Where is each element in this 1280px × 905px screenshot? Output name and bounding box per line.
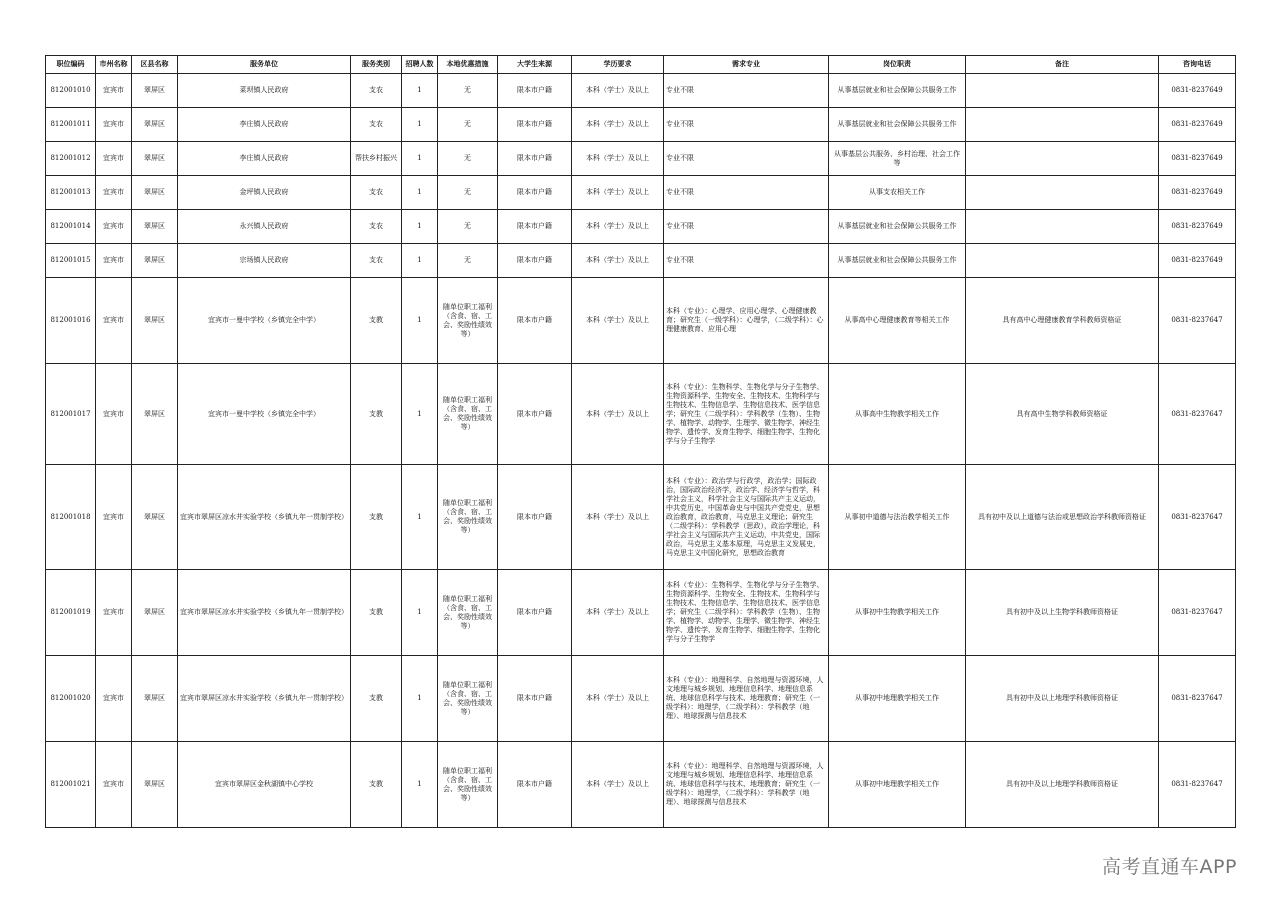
col-header-headcount: 招聘人数: [402, 56, 438, 74]
table-row: [46, 142, 1236, 176]
cell-student-source: 限本市户籍: [498, 210, 572, 244]
cell-duties: 从事基层就业和社会保障公共服务工作: [829, 210, 966, 244]
cell-service-type: 支教: [351, 465, 402, 570]
col-header-education: 学历要求: [572, 56, 664, 74]
cell-county: 翠屏区: [132, 278, 178, 364]
cell-education: 本科（学士）及以上: [572, 176, 664, 210]
cell-education: 本科（学士）及以上: [572, 210, 664, 244]
cell-phone: 0831-8237649: [1159, 244, 1236, 278]
cell-phone: 0831-8237647: [1159, 465, 1236, 570]
cell-county: 翠屏区: [132, 74, 178, 108]
cell-education: 本科（学士）及以上: [572, 142, 664, 176]
cell-duties: 从事高中生物教学相关工作: [829, 364, 966, 465]
table-row: [46, 570, 1236, 656]
cell-headcount: 1: [402, 742, 438, 828]
cell-education: 本科（学士）及以上: [572, 656, 664, 742]
cell-phone: 0831-8237649: [1159, 210, 1236, 244]
table-row: [46, 244, 1236, 278]
cell-local-benefits: 无: [438, 74, 498, 108]
cell-position-code: 812001015: [46, 244, 96, 278]
cell-county: 翠屏区: [132, 176, 178, 210]
col-header-duties: 岗位职责: [829, 56, 966, 74]
cell-remarks: 具有高中生物学科教师资格证: [966, 364, 1159, 465]
cell-phone: 0831-8237649: [1159, 108, 1236, 142]
cell-county: 翠屏区: [132, 465, 178, 570]
cell-position-code: 812001020: [46, 656, 96, 742]
cell-position-code: 812001018: [46, 465, 96, 570]
cell-majors: 本科（专业）：生物科学、生物化学与分子生物学、生物资源科学、生物安全、生物技术、生物科学与生物技术、生物信息学、生物信息技术、医学信息学；研究生（二级学科）：学科教学（生物）、生物学、植物学、动物学、生理学、微生物学、神经生物学、遗传学、发育生物学、细胞生物学、生物化学与分子生物学: [664, 364, 829, 465]
cell-position-code: 812001010: [46, 74, 96, 108]
cell-position-code: 812001013: [46, 176, 96, 210]
col-header-student-source: 大学生来源: [498, 56, 572, 74]
cell-city: 宜宾市: [96, 244, 132, 278]
cell-duties: 从事高中心理健康教育等相关工作: [829, 278, 966, 364]
cell-headcount: 1: [402, 142, 438, 176]
cell-city: 宜宾市: [96, 176, 132, 210]
cell-service-unit: 宜宾市翠屏区金秋湖镇中心学校: [178, 742, 351, 828]
cell-service-unit: 菜坝镇人民政府: [178, 74, 351, 108]
col-header-position-code: 职位编码: [46, 56, 96, 74]
cell-majors: 本科（专业）：地理科学、自然地理与资源环境，人文地理与城乡规划、地理信息科学、地理信息系统、地球信息科学与技术、地理教育；研究生（一级学科）：地理学，（二级学科）：学科教学（地理）、地球探测与信息技术: [664, 656, 829, 742]
cell-service-type: 支农: [351, 176, 402, 210]
table-row: [46, 465, 1236, 570]
cell-student-source: 限本市户籍: [498, 465, 572, 570]
cell-majors: 专业不限: [664, 74, 829, 108]
cell-service-unit: 宗场镇人民政府: [178, 244, 351, 278]
cell-local-benefits: 随单位职工福利（含食、宿、工会、奖励性绩效等）: [438, 278, 498, 364]
cell-student-source: 限本市户籍: [498, 142, 572, 176]
cell-city: 宜宾市: [96, 108, 132, 142]
cell-phone: 0831-8237649: [1159, 142, 1236, 176]
table-row: [46, 278, 1236, 364]
table-row: [46, 742, 1236, 828]
cell-city: 宜宾市: [96, 364, 132, 465]
cell-remarks: 具有初中及以上道德与法治或思想政治学科教师资格证: [966, 465, 1159, 570]
cell-service-type: 支教: [351, 278, 402, 364]
cell-city: 宜宾市: [96, 210, 132, 244]
cell-local-benefits: 随单位职工福利（含食、宿、工会、奖励性绩效等）: [438, 465, 498, 570]
cell-service-unit: 宜宾市一曼中学校（乡镇完全中学）: [178, 364, 351, 465]
cell-student-source: 限本市户籍: [498, 656, 572, 742]
col-header-local-benefits: 本地优惠措施: [438, 56, 498, 74]
cell-student-source: 限本市户籍: [498, 74, 572, 108]
cell-service-type: 支教: [351, 364, 402, 465]
cell-local-benefits: 无: [438, 176, 498, 210]
cell-phone: 0831-8237647: [1159, 742, 1236, 828]
cell-duties: 从事基层就业和社会保障公共服务工作: [829, 74, 966, 108]
cell-duties: 从事支农相关工作: [829, 176, 966, 210]
cell-majors: 专业不限: [664, 108, 829, 142]
cell-remarks: [966, 210, 1159, 244]
cell-headcount: 1: [402, 74, 438, 108]
cell-duties: 从事基层就业和社会保障公共服务工作: [829, 244, 966, 278]
cell-city: 宜宾市: [96, 465, 132, 570]
cell-local-benefits: 无: [438, 244, 498, 278]
cell-duties: 从事初中地理教学相关工作: [829, 656, 966, 742]
table-body: [46, 74, 1236, 828]
table-row: [46, 108, 1236, 142]
cell-local-benefits: 随单位职工福利（含食、宿、工会、奖励性绩效等）: [438, 570, 498, 656]
cell-education: 本科（学士）及以上: [572, 278, 664, 364]
cell-student-source: 限本市户籍: [498, 742, 572, 828]
cell-headcount: 1: [402, 656, 438, 742]
cell-service-unit: 宜宾市翠屏区凉水井实验学校（乡镇九年一贯制学校）: [178, 465, 351, 570]
cell-student-source: 限本市户籍: [498, 364, 572, 465]
col-header-city: 市州名称: [96, 56, 132, 74]
col-header-majors: 需求专业: [664, 56, 829, 74]
cell-local-benefits: 无: [438, 108, 498, 142]
cell-headcount: 1: [402, 570, 438, 656]
cell-service-unit: 永兴镇人民政府: [178, 210, 351, 244]
cell-majors: 专业不限: [664, 176, 829, 210]
cell-remarks: [966, 108, 1159, 142]
cell-education: 本科（学士）及以上: [572, 74, 664, 108]
cell-remarks: [966, 74, 1159, 108]
cell-student-source: 限本市户籍: [498, 278, 572, 364]
col-header-service-type: 服务类别: [351, 56, 402, 74]
cell-phone: 0831-8237647: [1159, 570, 1236, 656]
cell-education: 本科（学士）及以上: [572, 570, 664, 656]
cell-position-code: 812001014: [46, 210, 96, 244]
cell-headcount: 1: [402, 108, 438, 142]
cell-position-code: 812001011: [46, 108, 96, 142]
cell-service-type: 支农: [351, 244, 402, 278]
cell-duties: 从事基层就业和社会保障公共服务工作: [829, 108, 966, 142]
cell-service-type: 支教: [351, 656, 402, 742]
col-header-phone: 咨询电话: [1159, 56, 1236, 74]
cell-majors: 专业不限: [664, 244, 829, 278]
cell-remarks: 具有高中心理健康教育学科教师资格证: [966, 278, 1159, 364]
table-row: [46, 176, 1236, 210]
cell-county: 翠屏区: [132, 142, 178, 176]
header-row: [46, 56, 1236, 74]
cell-remarks: 具有初中及以上地理学科教师资格证: [966, 656, 1159, 742]
cell-city: 宜宾市: [96, 742, 132, 828]
table-row: [46, 656, 1236, 742]
cell-position-code: 812001016: [46, 278, 96, 364]
cell-remarks: 具有初中及以上地理学科教师资格证: [966, 742, 1159, 828]
cell-majors: 本科（专业）：心理学、应用心理学、心理健康教育；研究生（一级学科）：心理学，（二级学科）：心理健康教育、应用心理: [664, 278, 829, 364]
table-row: [46, 210, 1236, 244]
cell-position-code: 812001012: [46, 142, 96, 176]
cell-phone: 0831-8237647: [1159, 278, 1236, 364]
cell-majors: 本科（专业）：地理科学、自然地理与资源环境，人文地理与城乡规划、地理信息科学、地理信息系统、地球信息科学与技术、地理教育；研究生（一级学科）：地理学，（二级学科）：学科教学（地理）、地球探测与信息技术: [664, 742, 829, 828]
cell-county: 翠屏区: [132, 210, 178, 244]
cell-service-unit: 李庄镇人民政府: [178, 142, 351, 176]
cell-position-code: 812001017: [46, 364, 96, 465]
cell-service-type: 支农: [351, 74, 402, 108]
cell-city: 宜宾市: [96, 278, 132, 364]
col-header-remarks: 备注: [966, 56, 1159, 74]
cell-education: 本科（学士）及以上: [572, 108, 664, 142]
cell-phone: 0831-8237647: [1159, 364, 1236, 465]
cell-city: 宜宾市: [96, 142, 132, 176]
cell-headcount: 1: [402, 176, 438, 210]
recruitment-table: [45, 55, 1236, 828]
cell-education: 本科（学士）及以上: [572, 244, 664, 278]
cell-service-unit: 金坪镇人民政府: [178, 176, 351, 210]
cell-position-code: 812001019: [46, 570, 96, 656]
cell-education: 本科（学士）及以上: [572, 364, 664, 465]
cell-headcount: 1: [402, 278, 438, 364]
cell-duties: 从事基层公共服务、乡村治理、社会工作等: [829, 142, 966, 176]
cell-remarks: [966, 142, 1159, 176]
cell-phone: 0831-8237649: [1159, 176, 1236, 210]
cell-duties: 从事初中生物教学相关工作: [829, 570, 966, 656]
col-header-county: 区县名称: [132, 56, 178, 74]
cell-county: 翠屏区: [132, 570, 178, 656]
cell-service-type: 支农: [351, 210, 402, 244]
cell-local-benefits: 随单位职工福利（含食、宿、工会、奖励性绩效等）: [438, 742, 498, 828]
cell-student-source: 限本市户籍: [498, 570, 572, 656]
table-row: [46, 74, 1236, 108]
cell-county: 翠屏区: [132, 108, 178, 142]
cell-duties: 从事初中地理教学相关工作: [829, 742, 966, 828]
cell-education: 本科（学士）及以上: [572, 742, 664, 828]
cell-majors: 专业不限: [664, 210, 829, 244]
cell-position-code: 812001021: [46, 742, 96, 828]
cell-student-source: 限本市户籍: [498, 108, 572, 142]
cell-remarks: [966, 244, 1159, 278]
cell-service-type: 支农: [351, 108, 402, 142]
cell-majors: 本科（专业）：政治学与行政学，政治学；国际政治，国际政治经济学，政治学、经济学与哲学，科学社会主义，科学社会主义与国际共产主义运动，中共党历史，中国革命史与中国共产党党史，思想政治教育，政治教育，马克思主义理论；研究生（二级学科）：学科教学（思政），政治学理论，科学社会主义与国际共产主义运动，中共党史，国际政治，马克思主义基本原理，马克思主义发展史，马克思主义中国化研究，思想政治教育: [664, 465, 829, 570]
cell-remarks: 具有初中及以上生物学科教师资格证: [966, 570, 1159, 656]
cell-service-type: 帮扶乡村振兴: [351, 142, 402, 176]
cell-local-benefits: 随单位职工福利（含食、宿、工会、奖励性绩效等）: [438, 656, 498, 742]
cell-phone: 0831-8237647: [1159, 656, 1236, 742]
table-row: [46, 364, 1236, 465]
cell-service-type: 支教: [351, 742, 402, 828]
cell-service-unit: 李庄镇人民政府: [178, 108, 351, 142]
cell-county: 翠屏区: [132, 742, 178, 828]
cell-service-unit: 宜宾市翠屏区凉水井实验学校（乡镇九年一贯制学校）: [178, 570, 351, 656]
col-header-service-unit: 服务单位: [178, 56, 351, 74]
cell-city: 宜宾市: [96, 74, 132, 108]
watermark-text: 高考直通车APP: [1102, 856, 1237, 878]
cell-local-benefits: 无: [438, 210, 498, 244]
cell-headcount: 1: [402, 465, 438, 570]
cell-duties: 从事初中道德与法治教学相关工作: [829, 465, 966, 570]
cell-service-unit: 宜宾市翠屏区凉水井实验学校（乡镇九年一贯制学校）: [178, 656, 351, 742]
cell-service-type: 支教: [351, 570, 402, 656]
cell-local-benefits: 随单位职工福利（含食、宿、工会、奖励性绩效等）: [438, 364, 498, 465]
cell-headcount: 1: [402, 210, 438, 244]
cell-majors: 本科（专业）：生物科学、生物化学与分子生物学、生物资源科学、生物安全、生物技术、生物科学与生物技术、生物信息学、生物信息技术、医学信息学；研究生（二级学科）：学科教学（生物）、生物学、植物学、动物学、生理学、微生物学、神经生物学、遗传学、发育生物学、细胞生物学、生物化学与分子生物学: [664, 570, 829, 656]
cell-service-unit: 宜宾市一曼中学校（乡镇完全中学）: [178, 278, 351, 364]
cell-student-source: 限本市户籍: [498, 244, 572, 278]
cell-majors: 专业不限: [664, 142, 829, 176]
cell-student-source: 限本市户籍: [498, 176, 572, 210]
cell-county: 翠屏区: [132, 244, 178, 278]
cell-city: 宜宾市: [96, 656, 132, 742]
cell-county: 翠屏区: [132, 364, 178, 465]
cell-education: 本科（学士）及以上: [572, 465, 664, 570]
cell-city: 宜宾市: [96, 570, 132, 656]
cell-headcount: 1: [402, 244, 438, 278]
cell-headcount: 1: [402, 364, 438, 465]
cell-phone: 0831-8237649: [1159, 74, 1236, 108]
cell-local-benefits: 无: [438, 142, 498, 176]
cell-county: 翠屏区: [132, 656, 178, 742]
cell-remarks: [966, 176, 1159, 210]
